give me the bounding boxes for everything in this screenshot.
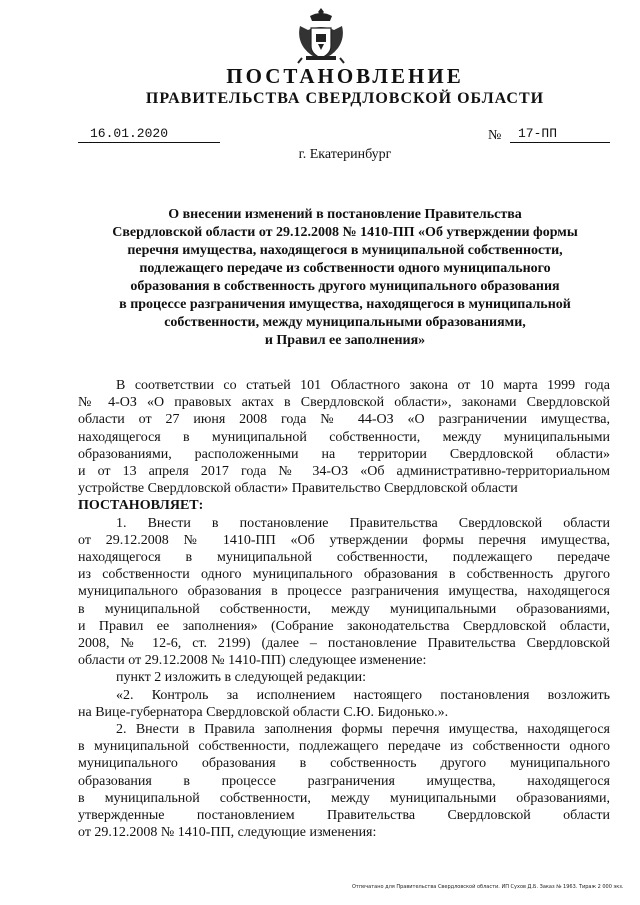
paragraph-item-1 [78,515,610,670]
text-line: № 4-ОЗ «О правовых актах в Свердловской области», законами Свердловской [78,395,610,411]
text-line: на Вице-губернатора Свердловской области С.Ю. Бидонько.». [78,704,449,720]
text-line: в муниципальной собственности, между муниципальными образованиями, [78,790,610,806]
text-line: образованиями, расположенными на территории Свердловской области» [78,446,610,462]
text-line: муниципального образования в процессе разграничения имущества, находящегося [78,584,610,600]
city: г. Екатеринбург [298,147,392,162]
text-line: устройстве Свердловской области» Правительство Свердловской области [78,481,518,497]
print-footer: Отпечатано для Правительства Свердловской области. ИП Сухов Д.Б. Заказ № 1963. Тираж 2 000 экз. [352,884,624,890]
decree-word: ПОСТАНОВЛЯЕТ: [78,498,204,514]
document-type-title: ПОСТАНОВЛЕНИЕ [226,64,464,88]
issuing-authority: ПРАВИТЕЛЬСТВА СВЕРДЛОВСКОЙ ОБЛАСТИ [145,90,545,107]
text-line: от 29.12.2008 № 1410-ПП «Об утверждении формы перечня имущества, [78,532,610,548]
title-line: образования в собственность другого муниципального образования [130,279,560,294]
title-line: Свердловской области от 29.12.2008 № 1410-ПП «Об утверждении формы [112,225,578,240]
title-line: в процессе разграничения имущества, находящегося в муниципальной [119,297,571,312]
paragraph-preamble [78,377,610,497]
coat-of-arms-emblem [296,6,346,66]
text-line: пункт 2 изложить в следующей редакции: [116,670,366,686]
paragraph-point-2 [78,669,610,686]
document-number: 17-ПП [510,125,610,143]
text-line: муниципального образования в собственность другого муниципального [78,756,610,772]
text-line: в муниципальной собственности, между муниципальными образованиями, [78,601,610,617]
document-body [78,377,610,841]
text-line: 1. Внести в постановление Правительства Свердловской области [116,515,610,531]
title-line: собственности, между муниципальными образованиями, [164,315,526,330]
text-line: находящегося в муниципальной собственности, подлежащего передаче [78,550,610,566]
paragraph-new-wording [78,687,610,721]
text-line: 2. Внести в Правила заполнения формы перечня имущества, находящегося [116,722,610,738]
text-line: находящегося в муниципальной собственности, между муниципальными [78,429,610,445]
document-date: 16.01.2020 [78,125,220,143]
document-title [78,206,612,350]
text-line: «2. Контроль за исполнением настоящего постановления возложить [116,687,610,703]
text-line: образования в процессе разграничения имущества, находящегося [78,773,610,789]
number-label: № [488,128,502,143]
text-line: из собственности одного муниципального образования в собственность другого [78,567,610,583]
text-line: 2008, № 12-6, ст. 2199) (далее – постановление Правительства Свердловской [78,636,610,652]
title-line: и Правил ее заполнения» [264,333,426,348]
text-line: от 29.12.2008 № 1410-ПП, следующие изменения: [78,825,377,841]
title-line: подлежащего передаче из собственности одного муниципального [139,261,551,276]
text-line: в муниципальной собственности, подлежащего передаче из собственности одного [78,739,610,755]
title-line: О внесении изменений в постановление Правительства [168,207,522,222]
paragraph-item-2 [78,721,610,841]
text-line: В соответствии со статьей 101 Областного закона от 10 марта 1999 года [116,378,610,393]
text-line: области от 29.12.2008 № 1410-ПП) следующее изменение: [78,653,427,669]
text-line: области от 27 июня 2008 года № 44-ОЗ «О разграничении имущества, [78,412,610,428]
text-line: и от 13 апреля 2017 года № 34-ОЗ «Об административно-территориальном [78,464,610,480]
title-line: перечня имущества, находящегося в муниципальной собственности, [127,243,563,258]
text-line: утвержденные постановлением Правительства Свердловской области [78,808,610,824]
text-line: и Правил ее заполнения» (Собрание законодательства Свердловской области, [78,618,610,634]
